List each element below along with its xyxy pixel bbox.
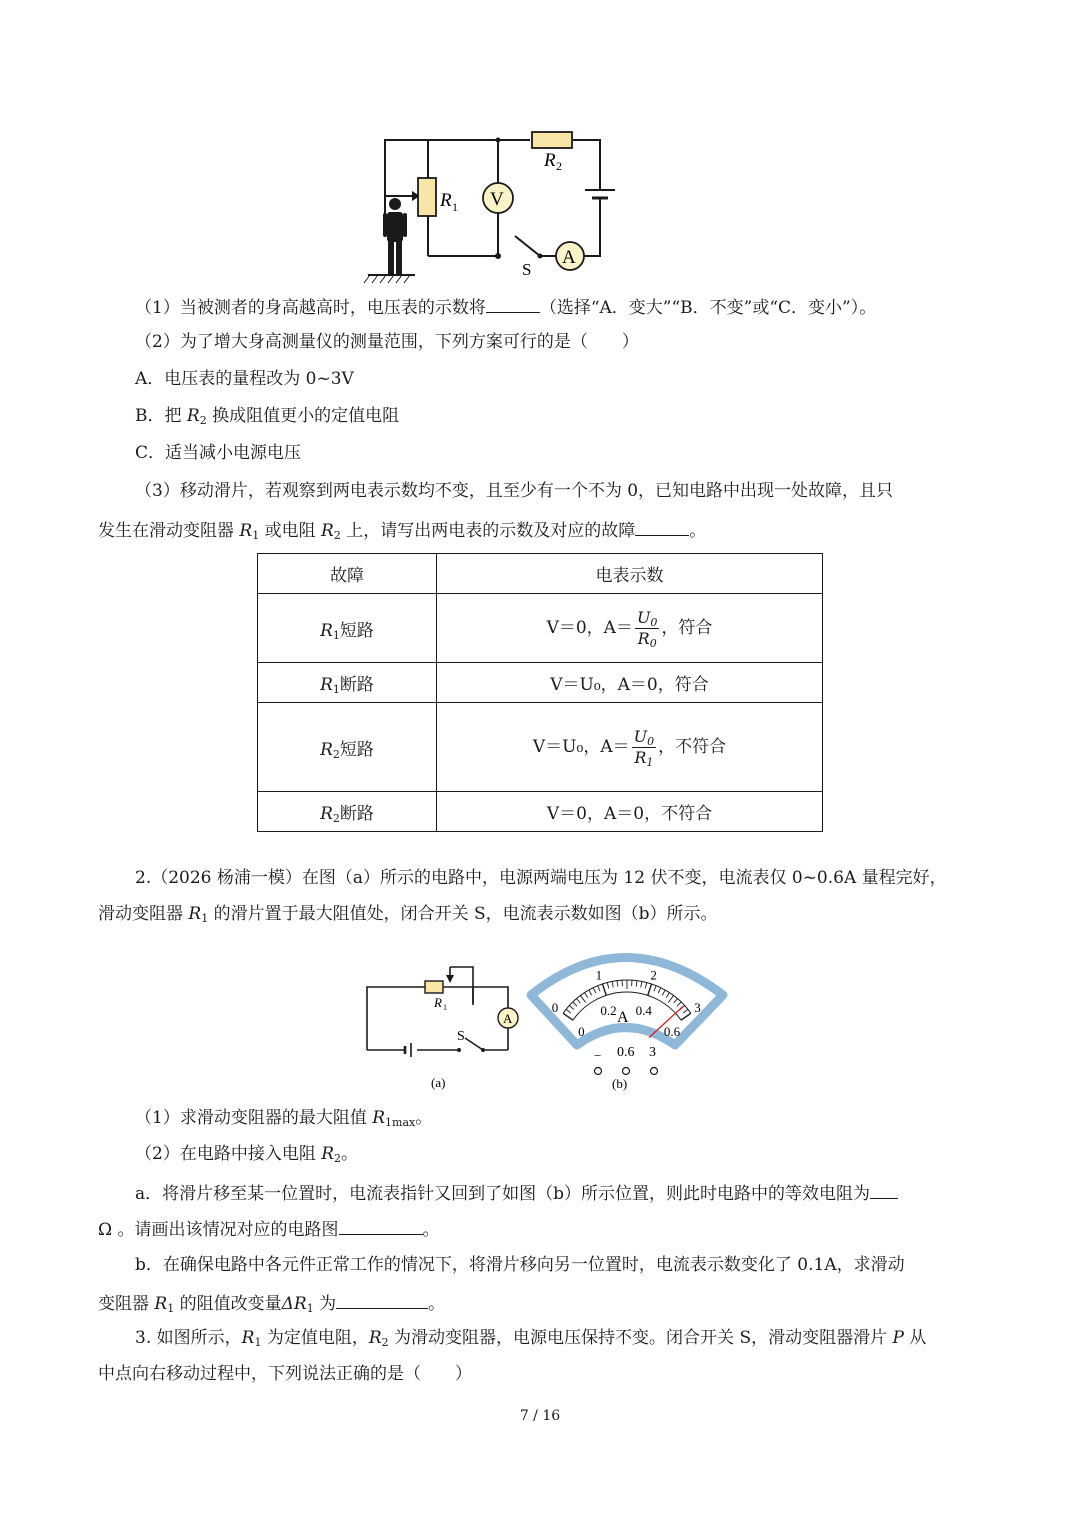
r1-resistor — [418, 178, 436, 216]
q1-part3-end: 。 — [689, 521, 707, 541]
q2-sub1-pre: （1）求滑动变阻器的最大阻值 — [135, 1108, 373, 1128]
dial-top-scale-label: 0 — [551, 1000, 559, 1016]
q2-a-line1 — [135, 1180, 898, 1206]
cell-sub: 2 — [332, 812, 340, 825]
q1-part3-post: 上，请写出两电表的示数及对应的故障 — [340, 521, 636, 541]
frac-num: U — [636, 607, 651, 627]
frac-den-sub: 1 — [646, 755, 654, 769]
q2-r1: R — [188, 904, 202, 924]
cell-pre: V＝U₀，A＝ — [532, 736, 630, 757]
q2-line2-post: 的滑片置于最大阻值处，闭合开关 S，电流表示数如图（b）所示。 — [208, 904, 718, 924]
frac-den-sub: 0 — [649, 636, 657, 650]
cell-sub: 1 — [332, 628, 340, 642]
q2-line1: 2.（2026 杨浦一模）在图（a）所示的电路中，电源两端电压为 12 伏不变，电流表仅 0~0.6A 量程完好， — [135, 868, 947, 888]
q2-line2 — [98, 902, 718, 926]
q2-a-line2 — [98, 1216, 440, 1242]
dial-top-scale-label: 1 — [595, 967, 603, 983]
switch-label: S — [522, 260, 532, 279]
r2-label-sub: 2 — [556, 159, 562, 173]
q1-part3-r1-sub: 1 — [252, 529, 260, 542]
fig-a-r1-label: R — [434, 995, 442, 1010]
table-row — [258, 703, 823, 792]
q2-r1-sub: 1 — [201, 912, 209, 925]
q2-sub1-var: R — [372, 1108, 386, 1128]
fig-a-r1-sub: 1 — [443, 1003, 447, 1012]
r2-label: R — [544, 150, 556, 171]
q2-a-line2-end: 。 — [422, 1220, 440, 1240]
q2-b-line2-mid: 的阻值改变量 — [174, 1294, 282, 1314]
q2-b-line2-pre: 变阻器 — [98, 1294, 155, 1314]
cell-post: ，不符合 — [658, 736, 727, 757]
q2-sub1-sub: 1max — [385, 1116, 416, 1129]
r1-label-sub: 1 — [452, 200, 458, 214]
q2-sub1-post: 。 — [415, 1108, 433, 1128]
table-row — [258, 792, 823, 832]
cell-sub: 1 — [332, 683, 340, 696]
frac-den: R — [634, 747, 647, 767]
table-row — [258, 594, 823, 663]
dial-bottom-scale-label: 0.4 — [635, 1002, 652, 1018]
q1-part3-pre: 发生在滑动变阻器 — [98, 521, 240, 541]
q2-sub2-sub: 2 — [334, 1152, 342, 1165]
table-cell-readings — [437, 594, 823, 663]
height-circuit-figure — [360, 120, 630, 285]
r2-resistor — [532, 132, 572, 148]
q1-part3-mid: 或电阻 — [259, 521, 322, 541]
q2-sub2 — [135, 1142, 358, 1166]
q1-part1-tail: （选择“A．变大”“B．不变”或“C．变小”）。 — [539, 298, 877, 318]
q2-sub2-pre: （2）在电路中接入电阻 — [135, 1144, 322, 1164]
ammeter-dial-figure — [525, 940, 730, 1095]
q2-b-r1: R — [154, 1294, 168, 1314]
table-cell-fault — [258, 663, 437, 703]
ammeter-label: A — [562, 247, 576, 268]
cell-var: R — [320, 739, 333, 760]
q1-option-b-var: R — [186, 406, 200, 426]
cell-var: R — [320, 675, 333, 695]
frac-num-sub: 0 — [647, 734, 655, 748]
q2-sub2-var: R — [321, 1144, 335, 1164]
q1-part1-text: （1）当被测者的身高越高时，电压表的示数将 — [135, 298, 486, 318]
fig-a-caption: (a) — [431, 1075, 446, 1090]
q3-line1-post: 从 — [903, 1328, 927, 1348]
q2-b-delta-sub: 1 — [306, 1302, 314, 1315]
q1-part3-line1: （3）移动滑片，若观察到两电表示数均不变，且至少有一个不为 0，已知电路中出现一处故障，且只 — [135, 481, 894, 501]
dial-bottom-scale-label: 0.2 — [600, 1002, 617, 1018]
cell-var: R — [320, 620, 333, 641]
table-cell-readings — [437, 703, 823, 792]
table-row — [258, 663, 823, 703]
q3-line2: 中点向右移动过程中，下列说法正确的是（ ） — [98, 1364, 472, 1384]
answer-blank — [336, 1290, 428, 1309]
frac-den: R — [637, 628, 650, 648]
q3-line1-mid1: 为定值电阻， — [261, 1328, 369, 1348]
fraction — [632, 727, 656, 768]
circuit-a-figure — [355, 955, 530, 1095]
q2-line2-pre: 滑动变阻器 — [98, 904, 189, 924]
q2-a-line1-text: a．将滑片移至某一位置时，电流表指针又回到了如图（b）所示位置，则此时电路中的等效电阻为 — [135, 1184, 871, 1204]
terminal-06-label: 0.6 — [617, 1045, 635, 1060]
cell-fault-text: 断路 — [339, 804, 374, 824]
q3-r2: R — [368, 1328, 382, 1348]
answer-blank — [339, 1216, 423, 1235]
q1-option-b-sub: 2 — [199, 414, 207, 427]
q1-option-b-pre: B．把 — [135, 406, 187, 426]
cell-var: R — [320, 804, 333, 824]
q2-b-line1: b．在确保电路中各元件正常工作的情况下，将滑片移向另一位置时，电流表示数变化了 0.1A，求滑动 — [135, 1255, 905, 1275]
table-cell-readings: V＝0，A＝0，不符合 — [437, 792, 823, 832]
table-cell-fault — [258, 594, 437, 663]
terminal-negative — [595, 1068, 602, 1075]
q2-b-r1-sub: 1 — [167, 1302, 175, 1315]
r1-label: R — [440, 190, 452, 211]
dial-top-scale-label: 3 — [694, 1000, 701, 1016]
cell-pre: V＝0，A＝ — [546, 617, 633, 638]
table-header-readings: 电表示数 — [437, 554, 823, 594]
table-cell-readings: V＝U₀，A＝0，符合 — [437, 663, 823, 703]
q1-part2: （2）为了增大身高测量仪的测量范围，下列方案可行的是（ ） — [135, 332, 639, 352]
q2-a-line2-text: Ω 。请画出该情况对应的电路图 — [98, 1220, 339, 1240]
q1-part1 — [135, 294, 876, 320]
terminal-negative-label: − — [594, 1048, 602, 1063]
dial-bottom-scale-label: 0.6 — [663, 1023, 681, 1039]
dial-top-scale-label: 2 — [650, 967, 657, 983]
cell-post: ，符合 — [661, 617, 713, 638]
fig-b-caption: (b) — [612, 1076, 628, 1091]
cell-sub: 2 — [332, 747, 340, 761]
cell-fault-text: 短路 — [339, 739, 374, 760]
q1-part3-r2: R — [321, 521, 334, 541]
q1-part3-r2-sub: 2 — [333, 529, 341, 542]
dial-unit-label: A — [617, 1009, 629, 1026]
q3-r1-sub: 1 — [254, 1336, 262, 1349]
q3-line1-pre: 3. 如图所示， — [135, 1328, 242, 1348]
q2-b-delta: ΔR — [281, 1294, 307, 1314]
table-header-row — [258, 554, 823, 594]
q1-part3-r1: R — [239, 521, 253, 541]
cell-fault-text: 短路 — [339, 620, 374, 641]
answer-blank — [870, 1180, 898, 1199]
terminal-06 — [623, 1068, 630, 1075]
q1-option-b-post: 换成阻值更小的定值电阻 — [206, 406, 400, 426]
terminal-3-label: 3 — [649, 1045, 656, 1060]
terminal-3 — [651, 1068, 658, 1075]
answer-blank — [486, 294, 540, 313]
q3-r2-sub: 2 — [381, 1336, 389, 1349]
dial-bottom-scale-label: 0 — [578, 1023, 585, 1039]
q1-option-b — [135, 404, 399, 428]
fig-a-r1-resistor — [425, 981, 443, 993]
q3-line1-mid2: 为滑动变阻器，电源电压保持不变。闭合开关 S，滑动变阻器滑片 — [388, 1328, 893, 1348]
table-header-fault: 故障 — [258, 554, 437, 594]
q2-b-line2-post: 为 — [313, 1294, 337, 1314]
q1-option-c: C．适当减小电源电压 — [135, 443, 302, 463]
q2-b-line2 — [98, 1290, 445, 1316]
fraction — [635, 608, 659, 649]
table-cell-fault — [258, 703, 437, 792]
fig-a-ammeter-label: A — [503, 1011, 513, 1026]
frac-num: U — [633, 726, 648, 746]
table-cell-fault — [258, 792, 437, 832]
q2-b-line2-end: 。 — [428, 1294, 446, 1314]
frac-num-sub: 0 — [650, 615, 658, 629]
q2-sub2-post: 。 — [341, 1144, 359, 1164]
page-number: 7 / 16 — [519, 1408, 561, 1424]
q3-line1 — [135, 1326, 926, 1350]
answer-blank — [635, 517, 689, 536]
q3-slider-p: P — [892, 1328, 904, 1348]
q2-sub1 — [135, 1106, 432, 1130]
q1-part3-line2 — [98, 517, 706, 543]
voltmeter-label: V — [490, 189, 504, 210]
q1-option-a: A．电压表的量程改为 0~3V — [135, 369, 354, 389]
cell-fault-text: 断路 — [339, 675, 374, 695]
fig-a-switch-label: S — [457, 1029, 465, 1044]
q3-r1: R — [241, 1328, 255, 1348]
fault-table — [257, 553, 823, 832]
